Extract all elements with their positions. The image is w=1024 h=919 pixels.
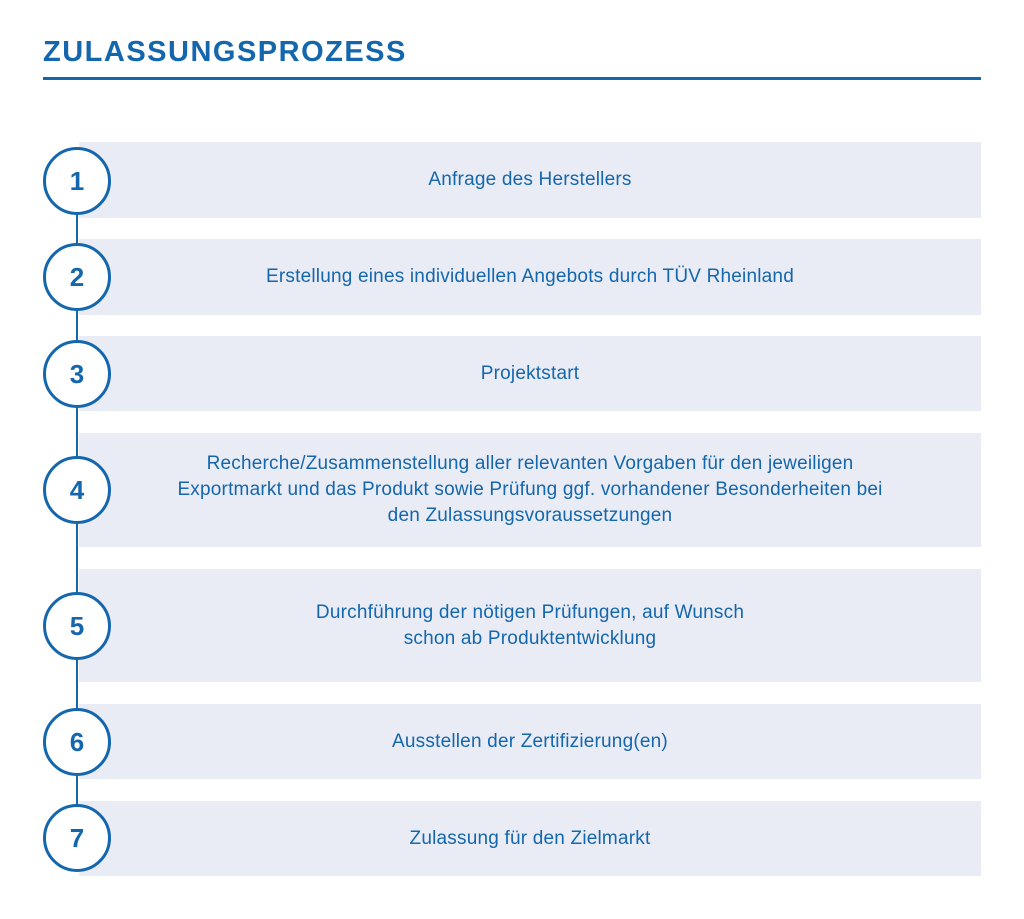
step-2-box — [79, 239, 981, 315]
step-6-number: 6 — [43, 708, 111, 776]
page-title: ZULASSUNGSPROZESS — [43, 36, 407, 68]
step-3-box — [79, 336, 981, 411]
step-6-box — [79, 704, 981, 779]
step-3-number: 3 — [43, 340, 111, 408]
step-1-number: 1 — [43, 147, 111, 215]
step-3-text: Projektstart — [480, 362, 580, 384]
step-7-box — [79, 801, 981, 876]
step-5-number: 5 — [43, 592, 111, 660]
step-7-text: Zulassung für den Zielmarkt — [409, 827, 651, 849]
step-2-text: Erstellung eines individuellen Angebots durch TÜV Rheinland — [266, 266, 794, 287]
step-4-box — [79, 433, 981, 547]
step-4-number: 4 — [43, 456, 111, 524]
step-5-text: Durchführung der nötigen Prüfungen, auf Wunsch schon ab Produktentwicklung — [315, 601, 745, 649]
step-2-number: 2 — [43, 243, 111, 311]
step-1-text: Anfrage des Herstellers — [428, 169, 632, 190]
step-4-text: Recherche/Zusammenstellung aller relevanten Vorgaben für den jeweiligen Exportmarkt und das Produkt sowie Prüfung ggf. vorhandener Besonderheiten bei den Zulassungsvoraussetzungen — [177, 453, 883, 526]
step-5-box — [79, 569, 981, 682]
step-1-box — [79, 142, 981, 218]
step-6-text: Ausstellen der Zertifizierung(en) — [392, 730, 668, 752]
title-underline — [43, 77, 981, 80]
step-7-number: 7 — [43, 804, 111, 872]
